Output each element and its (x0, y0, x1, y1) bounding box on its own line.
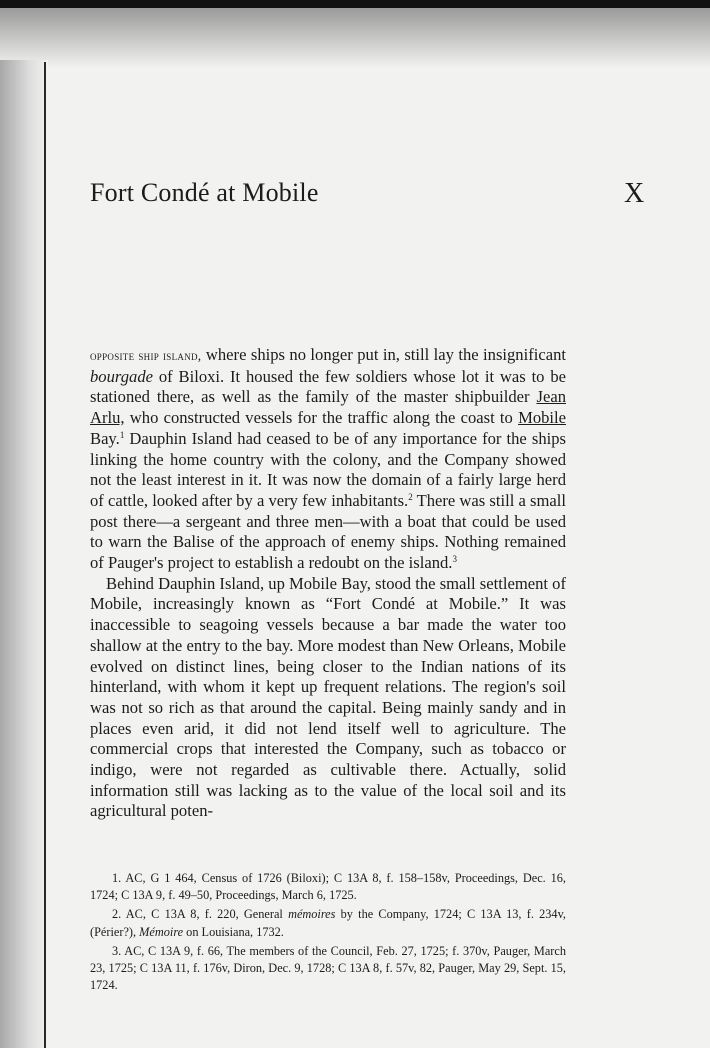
text-run: 2. AC, C 13A 8, f. 220, General (112, 907, 289, 922)
body-text (90, 345, 566, 822)
text-run: Dauphin Island had ceased to be of any importance for the ships linking the home country with the colony, and the Company showed not the least interest in it. It was now the domain of a fairly large herd of cattle, looked after by a very few inhabitants. (90, 428, 566, 510)
text-run: by the Company, 1724; C 13A 13, f. 234v, (Périer?), (90, 907, 567, 939)
footnotes (90, 870, 566, 996)
italic-term: mémoires (288, 907, 336, 922)
book-spine-edge (44, 62, 46, 1048)
book-gutter-shadow (0, 60, 48, 1048)
scan-top-edge (0, 0, 710, 8)
footnote-3: 3. AC, C 13A 9, f. 66, The members of the Council, Feb. 27, 1725; f. 370v, Pauger, March 23, 1725; C 13A 11, f. 176v, Diron, Dec. 9, 1728; C 13A 8, f. 57v, 82, Pauger, May 29, Sept. 15, 1724. (90, 943, 566, 993)
text-run: There was still a small post there—a sergeant and three men—with a boat that could be used to warn the Balise of the approach of enemy ships. Nothing remained of Pauger's project to establish a redoubt on the island. (90, 490, 566, 573)
text-run: who constructed vessels for the traffic along the coast to (124, 408, 519, 428)
footnote-ref: 2 (408, 491, 413, 502)
chapter-number: X (624, 178, 645, 209)
paragraph-1 (90, 345, 566, 574)
text-run: Bay. (90, 428, 120, 448)
italic-term: Mémoire (139, 924, 184, 939)
text-run: of Biloxi. It housed the few soldiers whose lot it was to be stationed there, as well as the family of the master shipbuilder (90, 366, 566, 407)
text-run: where ships no longer put in, still lay the insignificant (201, 345, 566, 364)
footnote-2 (90, 906, 566, 940)
footnote-1: 1. AC, G 1 464, Census of 1726 (Biloxi); C 13A 8, f. 158–158v, Proceedings, Dec. 16, 1724; C 13A 9, f. 49–50, Proceedings, March 6, 1725. (90, 871, 566, 903)
scan-top-shadow (0, 8, 710, 68)
opening-small-caps: opposite ship island, (90, 348, 202, 363)
underlined-place: Mobile (518, 408, 566, 428)
italic-term: bourgade (90, 366, 153, 386)
chapter-title: Fort Condé at Mobile (90, 178, 319, 207)
paragraph-2: Behind Dauphin Island, up Mobile Bay, stood the small settlement of Mobile, increasingly known as “Fort Condé at Mobile.” It was inaccessible to seagoing vessels because a bar made the water too shallow at the entry to the bay. More modest than New Orleans, Mobile evolved on distinct lines, being closer to the Indian nations of its hinterland, with whom it kept up frequent relations. The region's soil was not so rich as that around the capital. Being mainly sandy and in places even arid, it did not lend itself well to agriculture. The commercial crops that interested the Company, such as tobacco or indigo, were not regarded as cultivable there. Actually, solid information still was lacking as to the value of the local soil and its agricultural poten- (90, 573, 566, 821)
footnote-ref: 3 (452, 554, 457, 565)
footnote-ref: 1 (119, 429, 125, 440)
underlined-name: Jean Arlu, (90, 387, 566, 428)
text-run: on Louisiana, 1732. (183, 924, 284, 939)
